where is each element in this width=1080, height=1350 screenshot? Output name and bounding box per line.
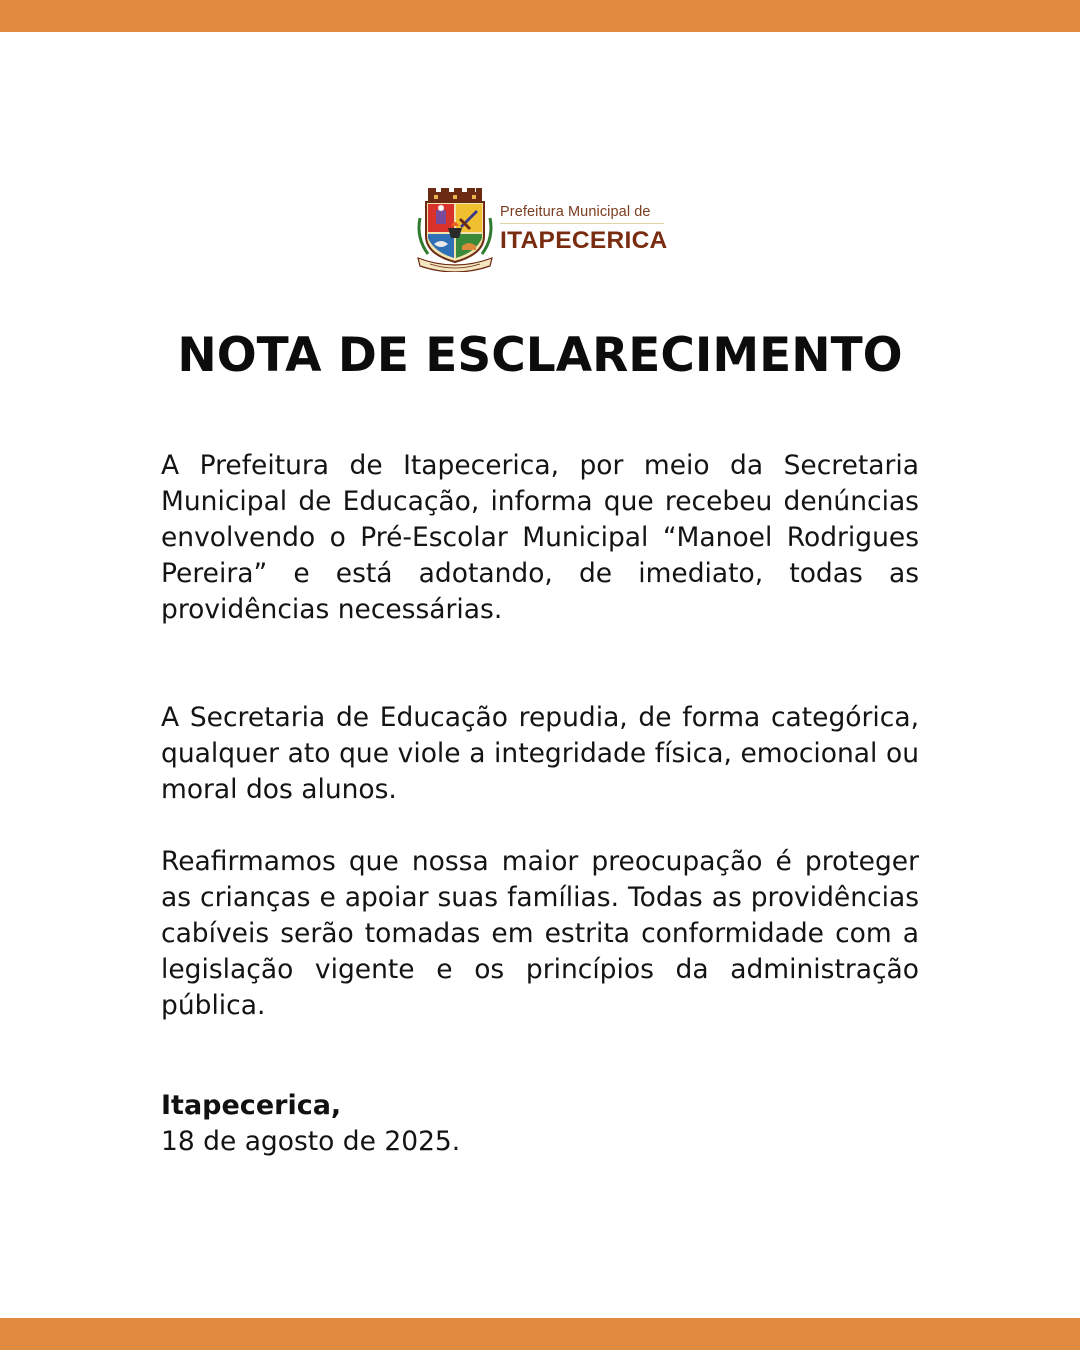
logo-city-name: ITAPECERICA: [500, 227, 668, 254]
paragraph-3: Reafirmamos que nossa maior preocupação é proteger as crianças e apoiar suas famílias. Todas as providências cabíveis serão tomadas em estrita conformidade com a legislação vigente e os princípios da administração pública.: [161, 846, 919, 1021]
paragraph-2: A Secretaria de Educação repudia, de forma categórica, qualquer ato que viole a integridade física, emocional ou moral dos alunos.: [161, 702, 919, 805]
signature-date: 18 de agosto de 2025.: [161, 1126, 461, 1157]
paragraph-1: A Prefeitura de Itapecerica, por meio da Secretaria Municipal de Educação, informa que recebeu denúncias envolvendo o Pré-Escolar Municipal “Manoel Rodrigues Pereira” e está adotando, de imediato, todas as providências necessárias.: [161, 450, 919, 625]
logo-divider: [500, 223, 664, 224]
coat-of-arms-icon: [414, 188, 496, 272]
municipality-logo: [414, 188, 674, 272]
top-accent-bar: [0, 0, 1080, 32]
page-title: NOTA DE ESCLARECIMENTO: [177, 328, 903, 383]
signature-place: Itapecerica,: [161, 1090, 342, 1121]
logo-subtitle: Prefeitura Municipal de: [500, 204, 651, 220]
bottom-accent-bar: [0, 1318, 1080, 1350]
